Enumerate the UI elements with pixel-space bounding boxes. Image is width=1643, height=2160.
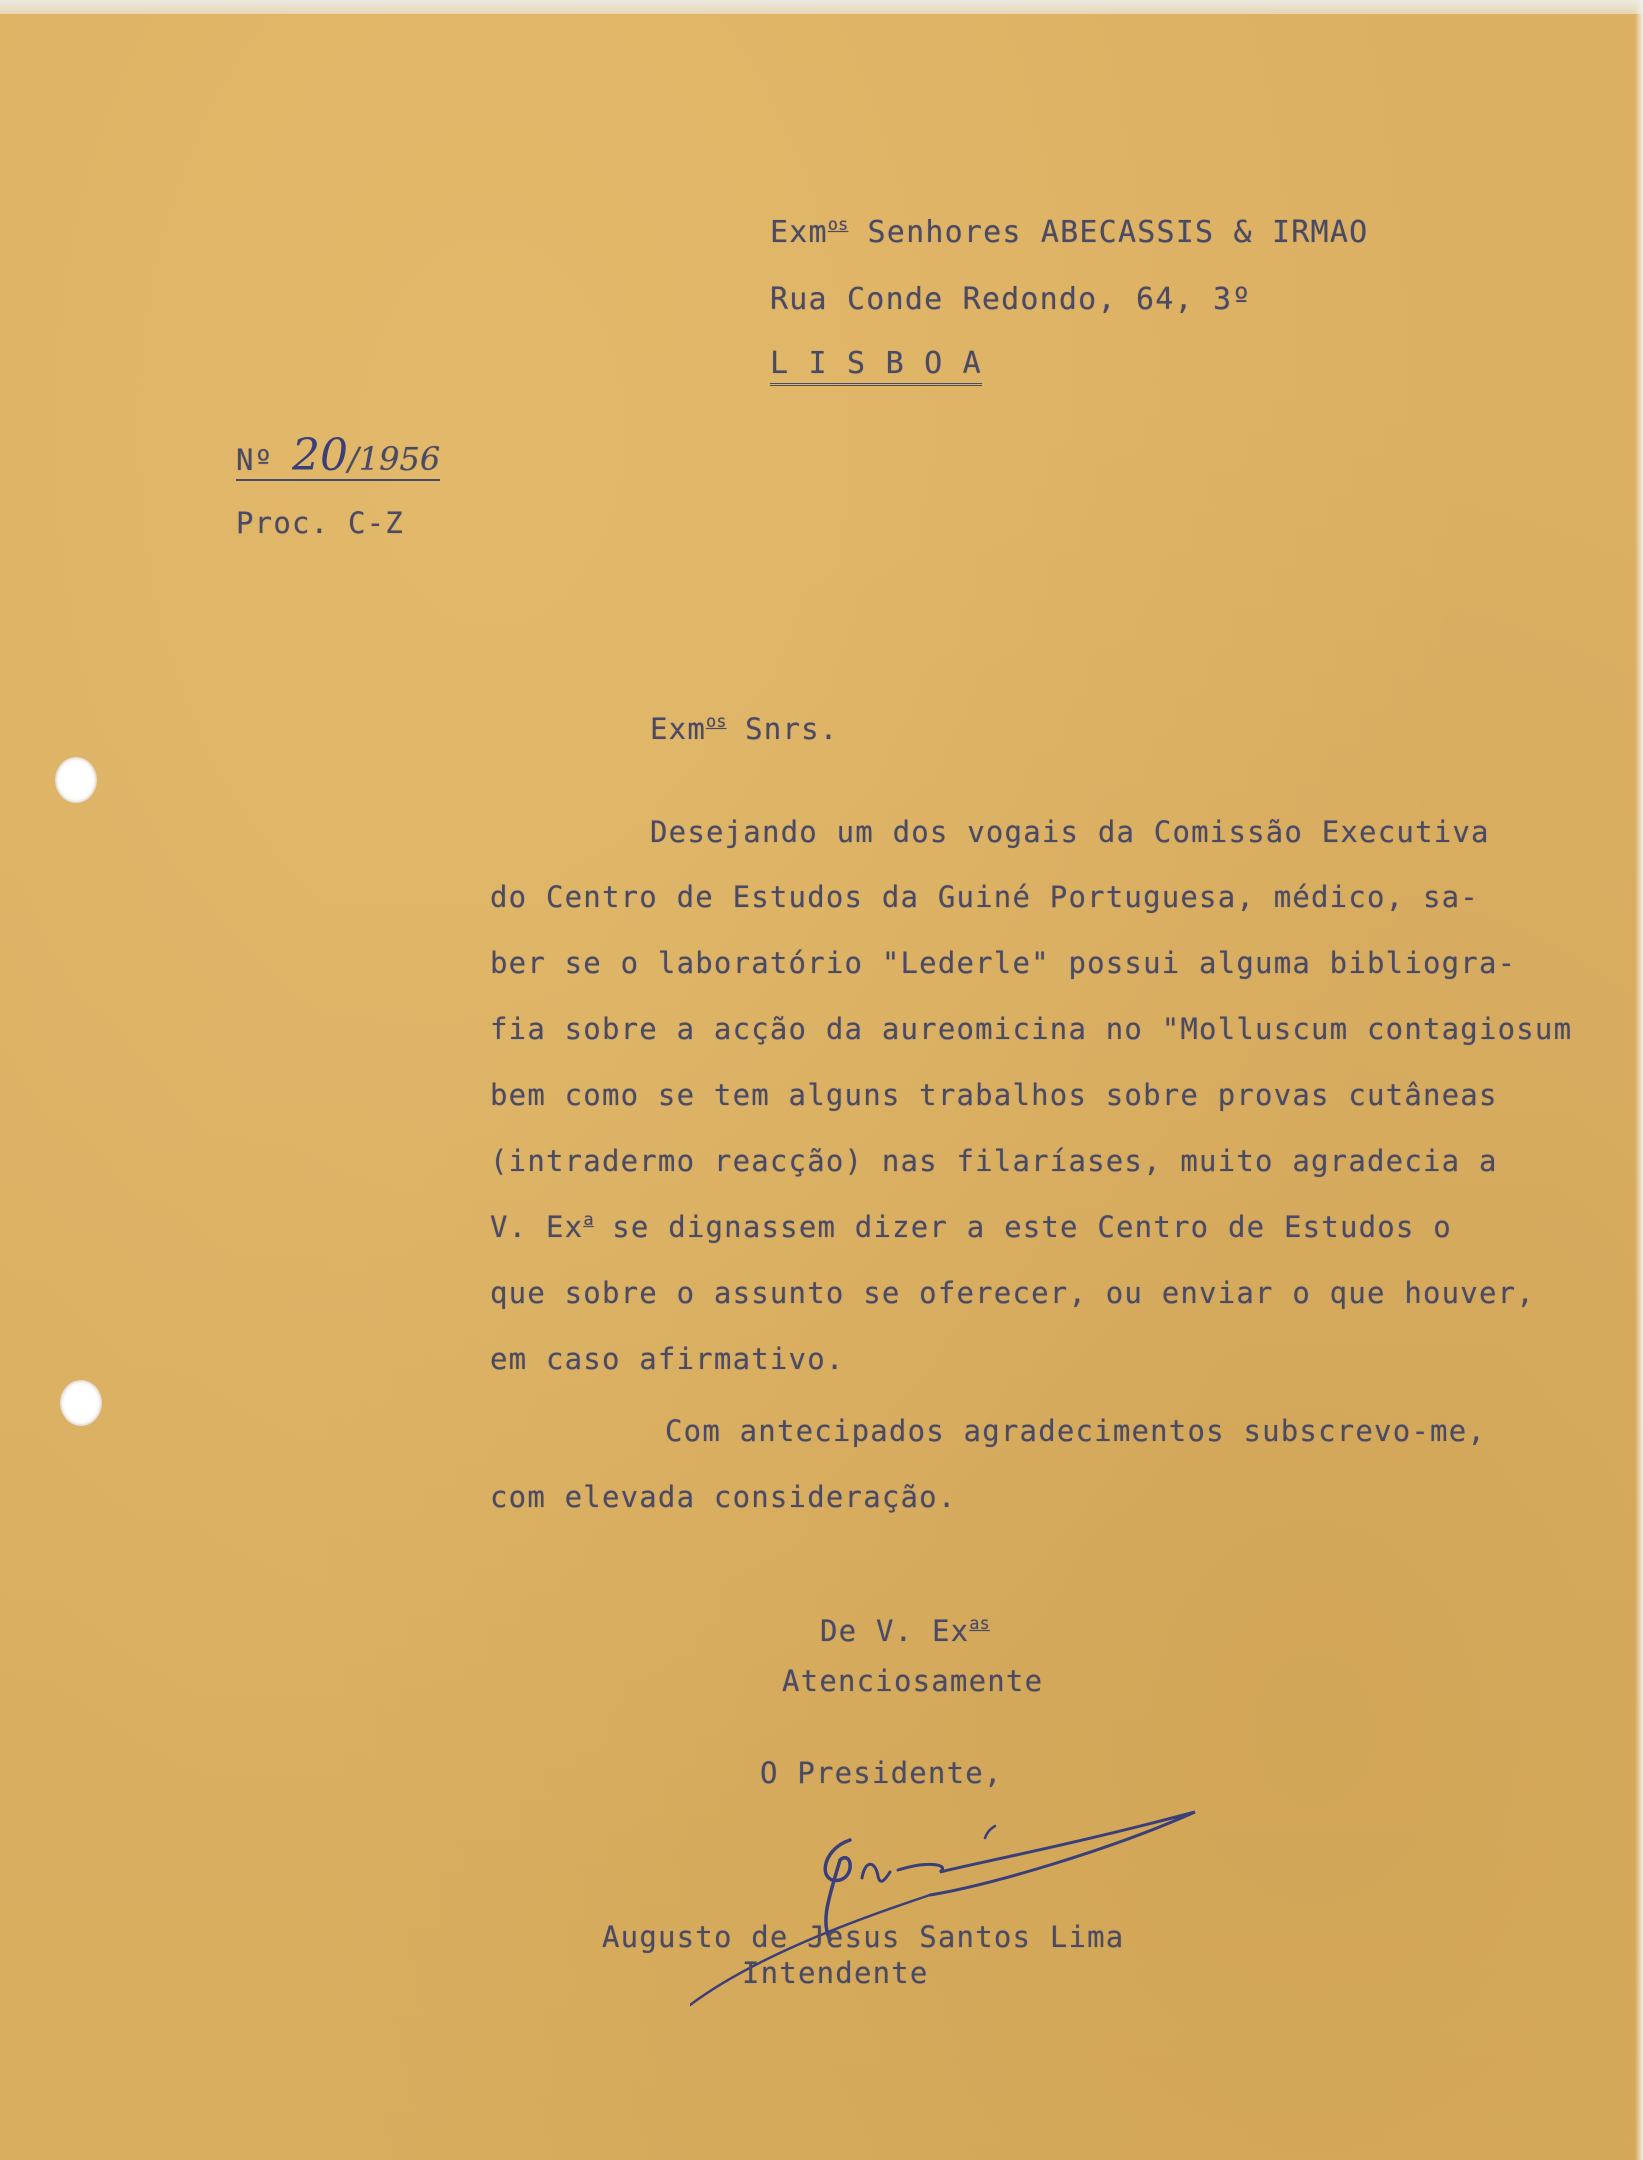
reference-number-prefix: Nº — [236, 443, 292, 477]
body-line-9: em caso afirmativo. — [490, 1342, 845, 1376]
recipient-city — [770, 346, 982, 381]
paper-right-edge — [1635, 0, 1643, 2160]
signoff-devex-superscript: as — [969, 1614, 990, 1634]
body-line-2: do Centro de Estudos da Guiné Portuguesa, médico, sa- — [490, 880, 1479, 914]
signoff-role: O Presidente, — [760, 1756, 1003, 1790]
reference-number — [236, 430, 440, 481]
body-line-7 — [490, 1210, 1452, 1244]
signatory-name: Augusto de Jesus Santos Lima — [602, 1920, 1125, 1954]
punch-hole-bottom — [60, 1380, 102, 1426]
body-line-7-superscript: a — [583, 1210, 594, 1230]
closing-line-2: com elevada consideração. — [490, 1480, 957, 1514]
salutation-rest: Snrs. — [726, 712, 839, 746]
body-line-8: que sobre o assunto se oferecer, ou enviar o que houver, — [490, 1276, 1535, 1310]
closing-line-1: Com antecipados agradecimentos subscrevo-me, — [665, 1414, 1487, 1448]
recipient-line-1 — [770, 215, 1368, 250]
recipient-exm: Exm — [770, 215, 828, 250]
body-line-5: bem como se tem alguns trabalhos sobre provas cutâneas — [490, 1078, 1498, 1112]
recipient-name: Senhores ABECASSIS & IRMAO — [848, 215, 1369, 250]
reference-number-handwritten: 20 — [291, 430, 348, 481]
salutation — [650, 712, 838, 746]
salutation-superscript: os — [705, 712, 727, 732]
reference-year: /1956 — [347, 440, 441, 478]
process-reference: Proc. C-Z — [236, 506, 404, 540]
salutation-exm: Exm — [650, 712, 706, 746]
paper-top-edge — [0, 0, 1643, 14]
signoff-devex-prefix: De V. Ex — [820, 1614, 970, 1648]
signoff-atenciosamente: Atenciosamente — [782, 1664, 1044, 1698]
signoff-devex — [820, 1614, 990, 1648]
recipient-line-2: Rua Conde Redondo, 64, 3º — [770, 282, 1252, 317]
recipient-exm-superscript: os — [827, 215, 849, 235]
body-line-1: Desejando um dos vogais da Comissão Executiva — [650, 815, 1490, 849]
body-line-3: ber se o laboratório "Lederle" possui alguma bibliogra- — [490, 946, 1517, 980]
recipient-city-text: L I S B O A — [770, 346, 982, 386]
punch-hole-top — [55, 757, 97, 803]
body-line-4: fia sobre a acção da aureomicina no "Molluscum contagiosum — [490, 1012, 1573, 1046]
body-line-7-prefix: V. Ex — [490, 1210, 584, 1244]
reference-number-underlined — [236, 430, 441, 481]
body-line-6: (intradermo reacção) nas filaríases, muito agradecia a — [490, 1144, 1498, 1178]
signatory-title: Intendente — [742, 1956, 929, 1990]
body-line-7-rest: se dignassem dizer a este Centro de Estudos o — [593, 1210, 1452, 1244]
